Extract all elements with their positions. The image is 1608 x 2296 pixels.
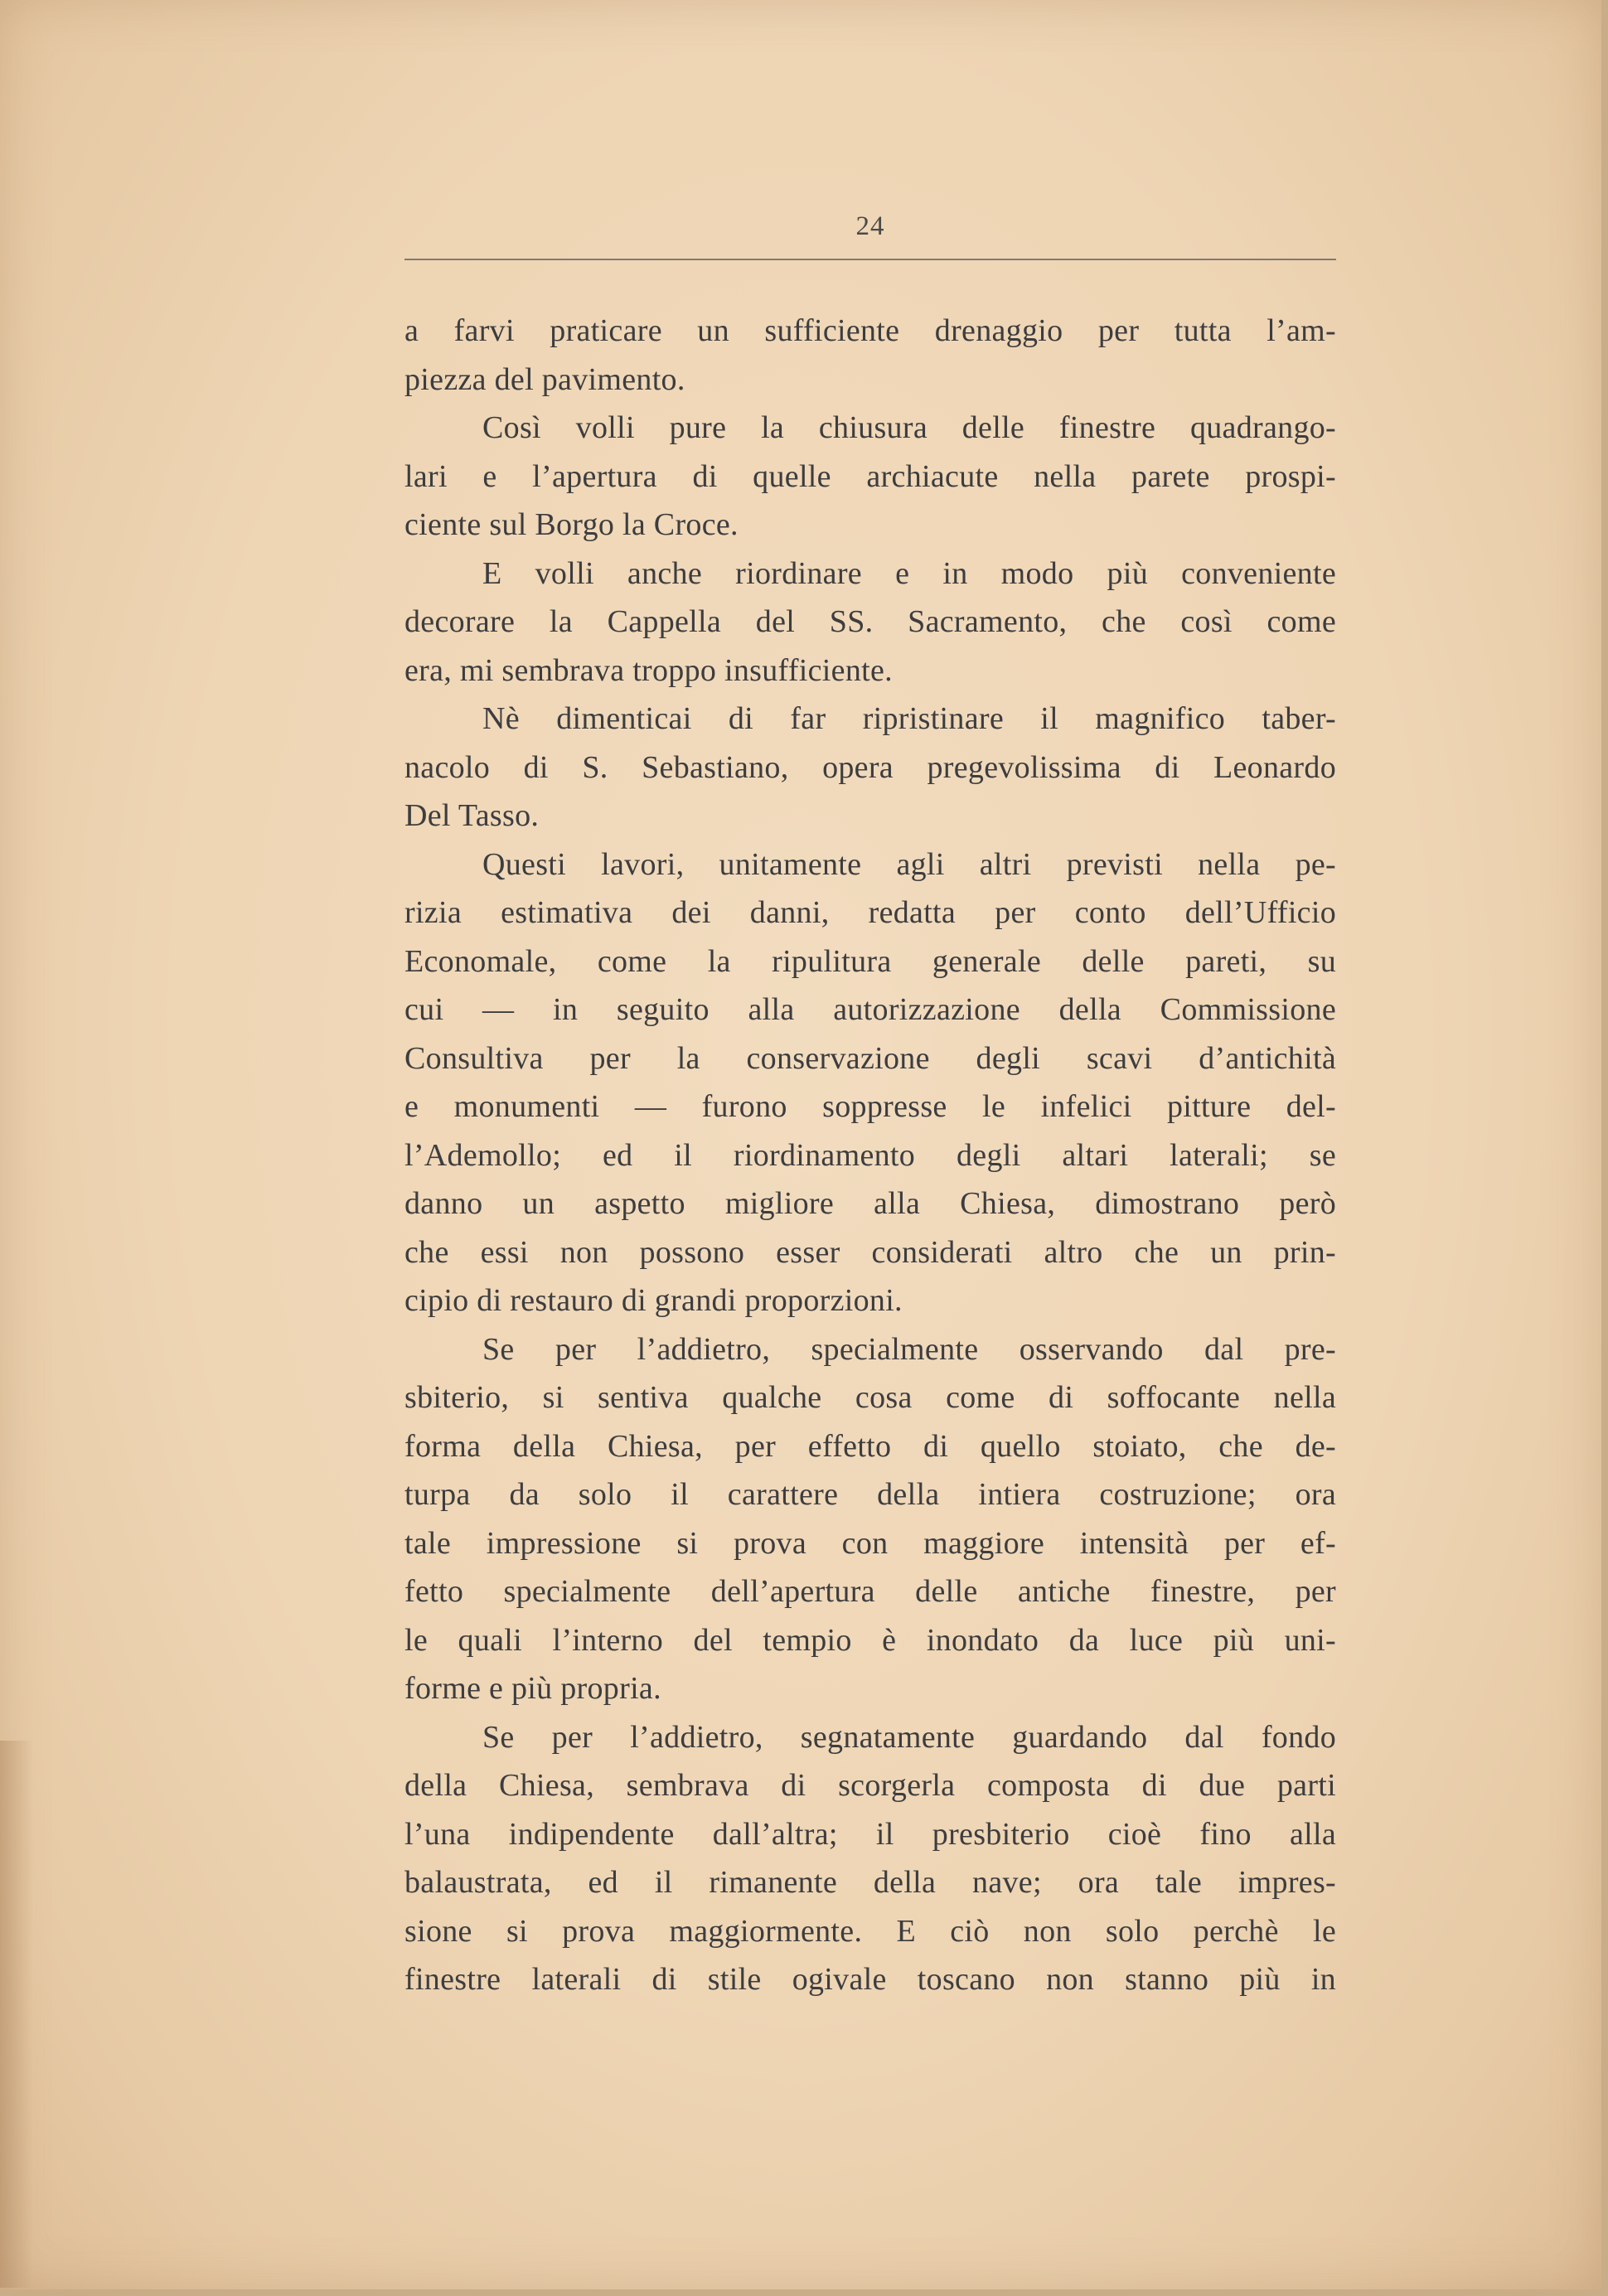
text-line: l’una indipendente dall’altra; il presbiterio cioè fino alla	[404, 1816, 1336, 1852]
text-line: fetto specialmente dell’apertura delle antiche finestre, per	[404, 1574, 1336, 1609]
text-line: cipio di restauro di grandi proporzioni.	[404, 1283, 903, 1318]
paper-edge-wear	[0, 1741, 33, 2288]
text-line: finestre laterali di stile ogivale toscano non stanno più in	[404, 1962, 1336, 1997]
text-line: tale impressione si prova con maggiore intensità per ef-	[404, 1525, 1336, 1561]
text-line: Nè dimenticai di far ripristinare il magnifico taber-	[482, 701, 1336, 736]
text-line: ciente sul Borgo la Croce.	[404, 507, 739, 542]
page-number: 24	[855, 211, 885, 241]
text-line: E volli anche riordinare e in modo più conveniente	[482, 555, 1336, 591]
text-line: Se per l’addietro, segnatamente guardando dal fondo	[482, 1719, 1336, 1755]
text-line: turpa da solo il carattere della intiera costruzione; ora	[404, 1477, 1336, 1512]
text-line: forme e più propria.	[404, 1671, 661, 1706]
text-line: Economale, come la ripulitura generale delle pareti, su	[404, 943, 1336, 979]
text-line: rizia estimativa dei danni, redatta per conto dell’Ufficio	[404, 895, 1336, 930]
text-line: piezza del pavimento.	[404, 361, 685, 397]
text-line: a farvi praticare un sufficiente drenaggio per tutta l’am-	[404, 313, 1336, 348]
text-line: nacolo di S. Sebastiano, opera pregevolissima di Leonardo	[404, 749, 1336, 785]
text-line: Del Tasso.	[404, 798, 540, 833]
text-line: lari e l’apertura di quelle archiacute nella parete prospi-	[404, 458, 1336, 494]
text-line: Così volli pure la chiusura delle finestre quadrango-	[482, 410, 1336, 445]
text-line: balaustrata, ed il rimanente della nave; ora tale impres-	[404, 1865, 1336, 1900]
text-line: sione si prova maggiormente. E ciò non solo perchè le	[404, 1913, 1336, 1949]
text-line: cui — in seguito alla autorizzazione della Commissione	[404, 992, 1336, 1027]
text-line: e monumenti — furono soppresse le infelici pitture del-	[404, 1089, 1336, 1124]
text-line: Se per l’addietro, specialmente osservando dal pre-	[482, 1331, 1336, 1367]
text-line: era, mi sembrava troppo insufficiente.	[404, 652, 893, 688]
text-line: decorare la Cappella del SS. Sacramento, che così come	[404, 604, 1336, 639]
text-line: sbiterio, si sentiva qualche cosa come di soffocante nella	[404, 1380, 1336, 1415]
text-line: Questi lavori, unitamente agli altri previsti nella pe-	[482, 846, 1336, 882]
text-line: forma della Chiesa, per effetto di quello stoiato, che de-	[404, 1428, 1336, 1464]
body-text	[404, 307, 1336, 2004]
text-line: della Chiesa, sembrava di scorgerla composta di due parti	[404, 1768, 1336, 1803]
text-line: che essi non possono esser considerati altro che un prin-	[404, 1234, 1336, 1270]
text-line: le quali l’interno del tempio è inondato da luce più uni-	[404, 1622, 1336, 1658]
text-line: l’Ademollo; ed il riordinamento degli altari laterali; se	[404, 1137, 1336, 1173]
text-line: danno un aspetto migliore alla Chiesa, dimostrano però	[404, 1186, 1336, 1221]
text-line: Consultiva per la conservazione degli scavi d’antichità	[404, 1040, 1336, 1076]
header-rule	[404, 259, 1336, 260]
